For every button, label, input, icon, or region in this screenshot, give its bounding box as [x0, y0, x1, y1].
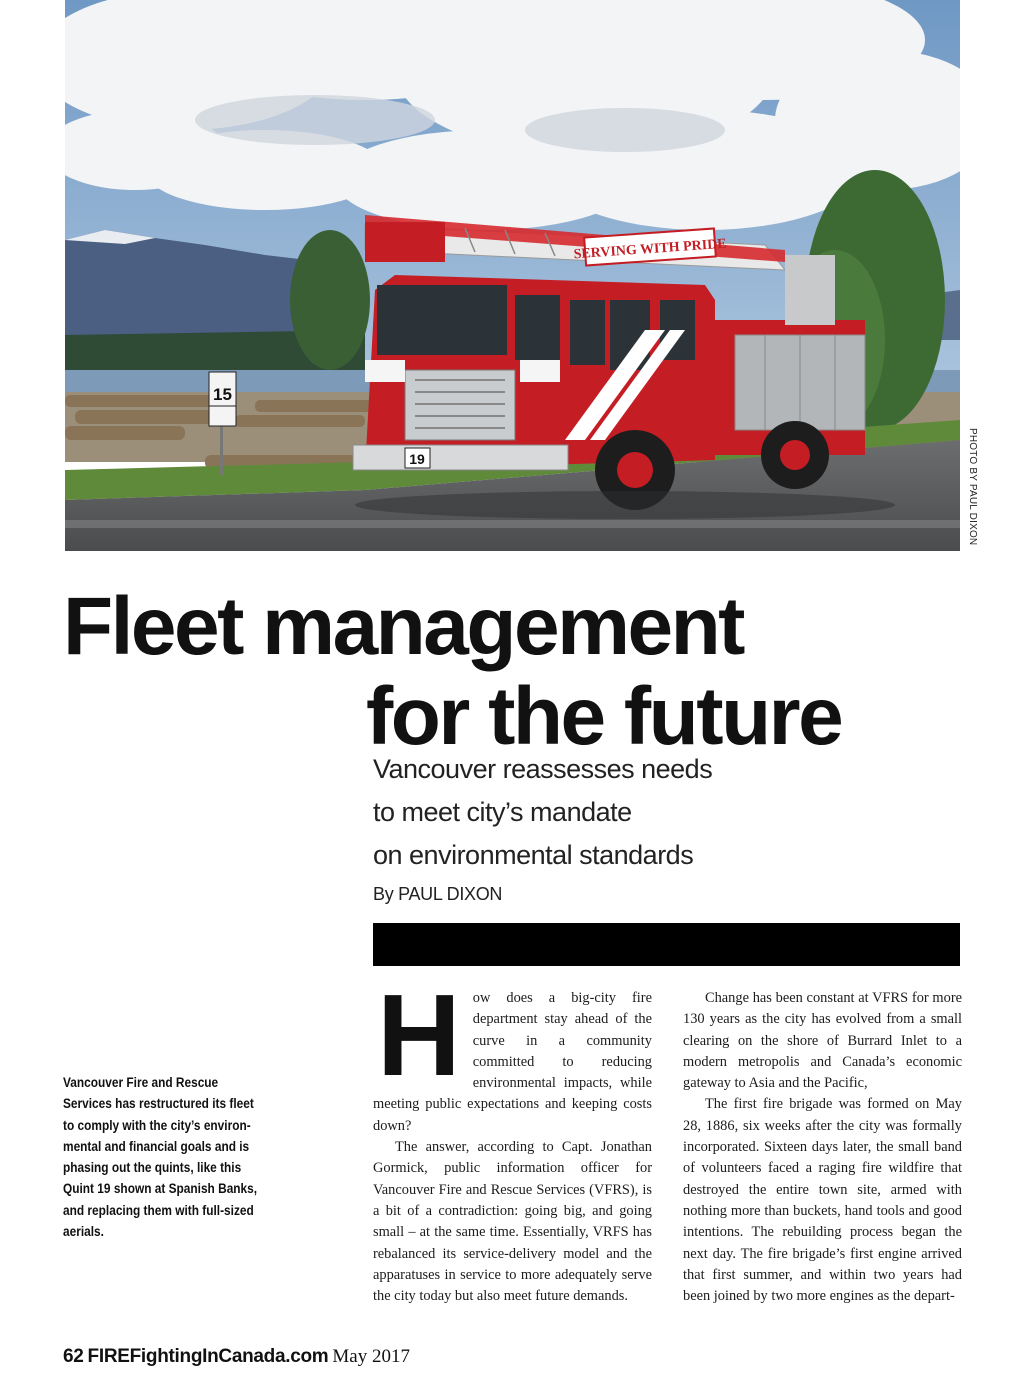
headline-line-2: for the future: [366, 671, 842, 762]
unit-number: 19: [409, 451, 425, 467]
speed-sign-number: 15: [213, 385, 232, 404]
caption-line: aerials.: [63, 1224, 104, 1240]
deck-line-1: Vancouver reassesses needs: [373, 754, 713, 784]
deck-subtitle: [373, 748, 712, 877]
article-column-1: [373, 970, 652, 1307]
issue-date: May 2017: [332, 1346, 410, 1367]
magazine-site: FIREFightingInCanada.com: [87, 1346, 329, 1367]
page-footer: [63, 1346, 410, 1368]
caption-line: Vancouver Fire and Rescue: [63, 1075, 219, 1090]
byline: By PAUL DIXON: [373, 884, 503, 904]
article-paragraph: The first fire brigade was formed on May 28, 1886, six weeks after the city was formally incorporated. Sixteen days later, the small band of volunteers faced a raging fire wildfire that destroyed the entire town site, armed with nothing more than buckets, hand tools and good intentions. The rebuilding process began the next day. The fire brigade’s first engine arrived that first summer, and within two years had been joined by two more engines as the depart-: [683, 1096, 962, 1305]
deck-line-2: to meet city’s mandate: [373, 797, 632, 827]
caption-line: phasing out the quints, like this: [63, 1160, 242, 1176]
photo-credit: PHOTO BY PAUL DIXON: [967, 428, 978, 546]
caption-line: mental and financial goals and is: [63, 1138, 250, 1154]
caption-line: Quint 19 shown at Spanish Banks,: [63, 1181, 258, 1197]
caption-line: and replacing them with full-sized: [63, 1202, 254, 1218]
photo-caption: [63, 1072, 274, 1242]
black-rule-bar: [373, 923, 960, 966]
article-paragraph: Change has been constant at VFRS for more 130 years as the city has evolved from a small clearing on the shore of Burrard Inlet to a modern metropolis and Canada’s economic gateway to Asia and the Pacific,: [683, 990, 962, 1092]
deck-line-3: on environmental standards: [373, 840, 694, 870]
caption-line: to comply with the city’s environ-: [63, 1117, 251, 1133]
truck-banner-text: SERVING WITH PRIDE: [573, 236, 728, 263]
article-paragraph: The answer, according to Capt. Jonathan Gormick, public information officer for Vancouver Fire and Rescue Services (VFRS), is a bit of a contradiction: going big, and going small – at the same time. Essentially, VRFS has rebalanced its service-delivery model and the apparatuses in service to more adequately serve the city today but also meet future demands.: [373, 1139, 652, 1305]
fire-truck-illustration: [65, 0, 960, 551]
cover-photo: [65, 0, 960, 551]
page-number: 62: [63, 1346, 84, 1367]
headline-line-1: Fleet management: [63, 581, 743, 672]
article-column-2: [683, 988, 962, 1307]
headline: [63, 582, 841, 762]
article-paragraph: ow does a big-city fire department stay ahead of the curve in a community committed to reducing environmental impacts, while meeting public expectations and keeping costs down?: [373, 990, 652, 1134]
caption-line: Services has restructured its fleet: [63, 1096, 254, 1112]
drop-cap: H: [377, 970, 461, 1100]
